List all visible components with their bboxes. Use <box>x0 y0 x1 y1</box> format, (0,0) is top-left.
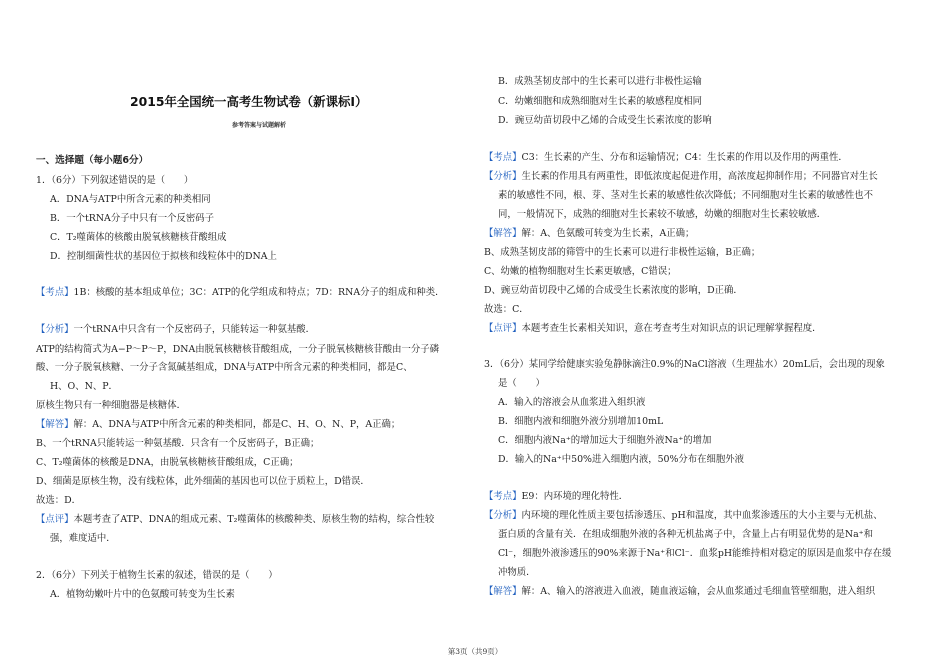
page-subtitle: 参考答案与试题解析 <box>232 122 287 129</box>
q3-kaodian-tag: 【考点】 <box>484 491 522 502</box>
q3-fenxi-line-1: 内环境的理化性质主要包括渗透压、pH和温度，其中血浆渗透压的大小主要与无机盐、 <box>521 510 883 521</box>
q3-option-b: B．细胞内液和细胞外液分别增加10mL <box>498 416 664 427</box>
q1-kaodian-tag: 【考点】 <box>36 287 74 298</box>
q1-jieda-line-4: D、细菌是原核生物，没有线粒体，此外细菌的基因也可以位于质粒上，D错误． <box>36 476 370 487</box>
q1-fenxi-line-1: 一个tRNA中只含有一个反密码子，只能转运一种氨基酸． <box>73 324 315 335</box>
q2-jieda-line-5: 故选：C． <box>484 304 529 315</box>
q1-dianping-line-1: 本题考查了ATP、DNA的组成元素、T₂噬菌体的核酸种类、原核生物的结构，综合性较 <box>73 514 435 525</box>
q1-jieda-tag: 【解答】 <box>36 419 74 430</box>
q2-dianping <box>484 323 822 335</box>
q1-fenxi-line-3: 酸、一分子脱氧核糖、一分子含氮碱基组成，DNA与ATP中所含元素的种类相同，都是C、 <box>36 362 413 373</box>
q2-dianping-tag: 【点评】 <box>484 323 522 334</box>
q1-jieda-line-2: B、一个tRNA只能转运一种氨基酸．只含有一个反密码子，B正确； <box>36 438 320 449</box>
q2-jieda <box>484 228 694 240</box>
q1-dianping <box>36 514 434 526</box>
q1-fenxi-line-2: ATP的结构简式为A−P～P～P，DNA由脱氧核糖核苷酸组成，一分子脱氧核糖核苷酸由一分子磷 <box>36 344 439 355</box>
q3-fenxi-line-2: 蛋白质的含量有关．在组成细胞外液的各种无机盐离子中，含量上占有明显优势的是Na⁺和 <box>498 529 873 540</box>
q1-option-c: C．T₂噬菌体的核酸由脱氧核糖核苷酸组成 <box>50 232 227 243</box>
q3-jieda-line-1: 解：A、输入的溶液进入血液，随血液运输，会从血浆通过毛细血管壁细胞，进入组织 <box>521 586 876 597</box>
q2-option-d: D．豌豆幼苗切段中乙烯的合成受生长素浓度的影响 <box>498 115 712 126</box>
section-heading: 一、选择题（每小题6分） <box>36 155 149 166</box>
q3-option-a: A．输入的溶液会从血浆进入组织液 <box>498 397 646 408</box>
q2-jieda-tag: 【解答】 <box>484 228 522 239</box>
q3-fenxi <box>484 510 883 522</box>
q2-jieda-line-3: C、幼嫩的植物细胞对生长素更敏感，C错误； <box>484 266 677 277</box>
q2-fenxi-line-2: 素的敏感性不同，根、芽、茎对生长素的敏感性依次降低；不同细胞对生长素的敏感性也不 <box>498 190 874 201</box>
q3-kaodian <box>484 491 628 503</box>
q1-dianping-line-2: 强，难度适中． <box>50 533 116 544</box>
q3-fenxi-line-4: 冲物质． <box>498 567 536 578</box>
q2-option-a: A．植物幼嫩叶片中的色氨酸可转变为生长素 <box>50 589 235 600</box>
q3-jieda-tag: 【解答】 <box>484 586 522 597</box>
q1-fenxi <box>36 324 315 336</box>
q2-fenxi <box>484 171 878 183</box>
q2-kaodian <box>484 152 848 164</box>
q2-fenxi-tag: 【分析】 <box>484 171 522 182</box>
q2-fenxi-line-1: 生长素的作用具有两重性，即低浓度起促进作用，高浓度起抑制作用；不同器官对生长 <box>521 171 878 182</box>
q1-fenxi-line-4: H、O、N、P． <box>50 381 118 392</box>
q3-stem-line-2: 是（ ） <box>498 378 545 389</box>
q1-jieda-line-1: 解：A、DNA与ATP中所含元素的种类相同，都是C、H、O、N、P，A正确； <box>73 419 401 430</box>
q2-fenxi-line-3: 同，一般情况下，成熟的细胞对生长素较不敏感，幼嫩的细胞对生长素较敏感． <box>498 209 827 220</box>
q3-option-d: D．输入的Na⁺中50%进入细胞内液，50%分布在细胞外液 <box>498 454 745 465</box>
q1-option-b: B．一个tRNA分子中只有一个反密码子 <box>50 213 214 224</box>
q1-kaodian <box>36 287 444 299</box>
q1-jieda-line-3: C、T₂噬菌体的核酸是DNA，由脱氧核糖核苷酸组成，C正确； <box>36 457 299 468</box>
q2-dianping-line-1: 本题考查生长素相关知识，意在考查考生对知识点的识记理解掌握程度． <box>521 323 822 334</box>
q1-option-a: A．DNA与ATP中所含元素的种类相同 <box>50 194 211 205</box>
q3-kaodian-text: E9：内环境的理化特性． <box>521 491 629 502</box>
q3-fenxi-line-3: Cl⁻，细胞外液渗透压的90%来源于Na⁺和Cl⁻．血浆pH能维持相对稳定的原因是血浆中存在缓 <box>498 548 892 559</box>
q1-fenxi-tag: 【分析】 <box>36 324 74 335</box>
q1-jieda-line-5: 故选：D． <box>36 495 82 506</box>
q1-dianping-tag: 【点评】 <box>36 514 74 525</box>
q1-fenxi-line-5: 原核生物只有一种细胞器是核糖体． <box>36 400 187 411</box>
q2-kaodian-text: C3：生长素的产生、分布和运输情况；C4：生长素的作用以及作用的两重性． <box>521 152 848 163</box>
q1-stem: 1．（6分）下列叙述错误的是（ ） <box>36 175 194 186</box>
q3-jieda <box>484 586 875 598</box>
q1-jieda <box>36 419 400 431</box>
q2-option-c: C．幼嫩细胞和成熟细胞对生长素的敏感程度相同 <box>498 96 703 107</box>
q2-jieda-line-1: 解：A、色氨酸可转变为生长素，A正确； <box>521 228 695 239</box>
q2-jieda-line-4: D、豌豆幼苗切段中乙烯的合成受生长素浓度的影响，D正确． <box>484 285 743 296</box>
page-title: 2015年全国统一高考生物试卷（新课标Ⅰ） <box>130 94 368 109</box>
q2-stem: 2．（6分）下列关于植物生长素的叙述，错误的是（ ） <box>36 570 278 581</box>
q2-option-b: B．成熟茎韧皮部中的生长素可以进行非极性运输 <box>498 76 702 87</box>
q2-jieda-line-2: B、成熟茎韧皮部的筛管中的生长素可以进行非极性运输，B正确； <box>484 247 761 258</box>
q1-kaodian-text: 1B：核酸的基本组成单位；3C：ATP的化学组成和特点；7D：RNA分子的组成和种类． <box>73 287 445 298</box>
q3-stem-line-1: 3．（6分）某同学给健康实验兔静脉滴注0.9%的NaCl溶液（生理盐水）20mL后，会出现的现象 <box>484 359 885 370</box>
page-footer: 第3页（共9页） <box>447 647 503 656</box>
q2-kaodian-tag: 【考点】 <box>484 152 522 163</box>
q3-fenxi-tag: 【分析】 <box>484 510 522 521</box>
q3-option-c: C．细胞内液Na⁺的增加远大于细胞外液Na⁺的增加 <box>498 435 712 446</box>
q1-option-d: D．控制细菌性状的基因位于拟核和线粒体中的DNA上 <box>50 251 277 262</box>
